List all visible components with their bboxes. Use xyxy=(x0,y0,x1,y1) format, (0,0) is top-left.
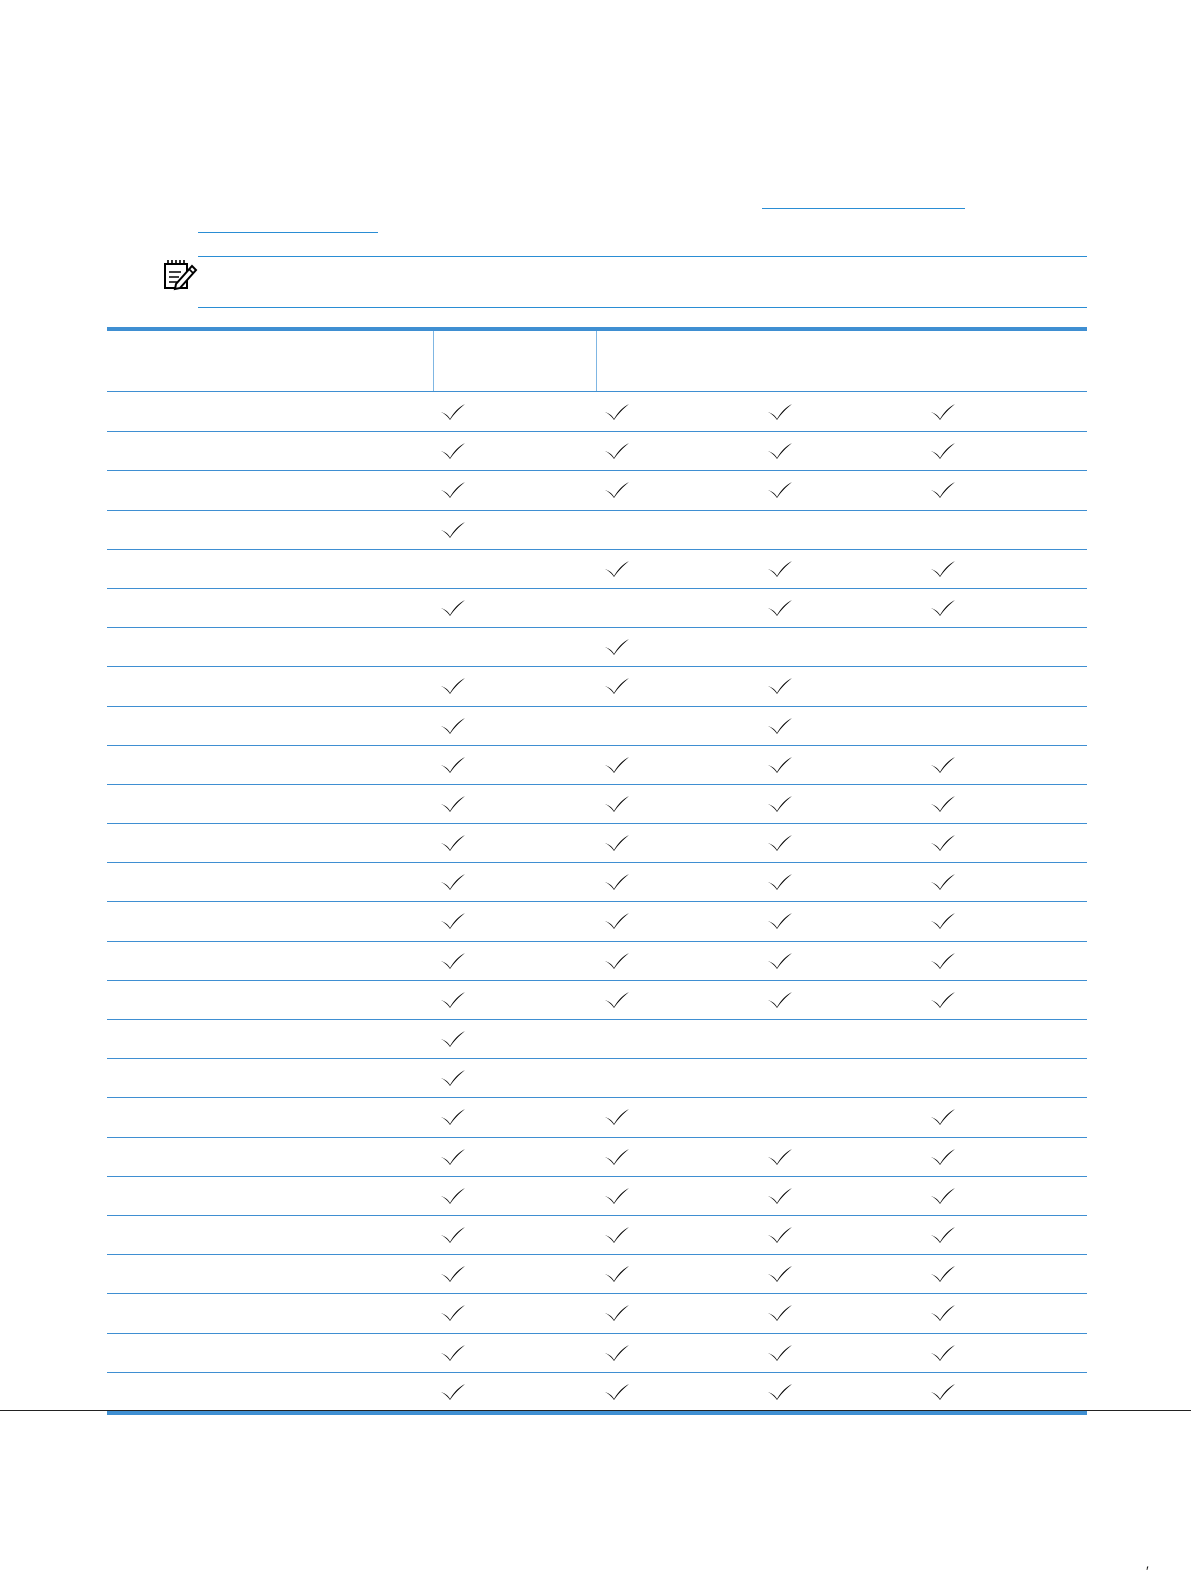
footer-page-mark: ′ xyxy=(1146,1563,1149,1579)
checkmark-icon xyxy=(440,521,466,539)
table-row xyxy=(107,628,1087,667)
row-label xyxy=(107,393,407,431)
checkmark-icon xyxy=(930,599,956,617)
checkmark-icon xyxy=(930,481,956,499)
column-divider-1 xyxy=(433,331,434,391)
checkmark-icon xyxy=(440,717,466,735)
checkmark-icon xyxy=(440,442,466,460)
checkmark-icon xyxy=(930,795,956,813)
table-row xyxy=(107,432,1087,471)
checkmark-icon xyxy=(604,442,630,460)
table-header-bottom-rule xyxy=(107,391,1087,392)
checkmark-icon xyxy=(604,1226,630,1244)
table-row xyxy=(107,393,1087,432)
table-row xyxy=(107,863,1087,902)
checkmark-icon xyxy=(930,1265,956,1283)
checkmark-icon xyxy=(604,912,630,930)
checkmark-icon xyxy=(604,834,630,852)
table-row xyxy=(107,902,1087,941)
row-label xyxy=(107,1098,407,1136)
checkmark-icon xyxy=(604,638,630,656)
table-row xyxy=(107,511,1087,550)
checkmark-icon xyxy=(440,834,466,852)
checkmark-icon xyxy=(440,1265,466,1283)
row-label xyxy=(107,511,407,549)
checkmark-icon xyxy=(440,991,466,1009)
table-row xyxy=(107,1216,1087,1255)
row-label xyxy=(107,942,407,980)
checkmark-icon xyxy=(440,1226,466,1244)
checkmark-icon xyxy=(440,677,466,695)
checkmark-icon xyxy=(440,795,466,813)
row-label xyxy=(107,471,407,509)
checkmark-icon xyxy=(767,1304,793,1322)
table-row xyxy=(107,1255,1087,1294)
checkmark-icon xyxy=(930,991,956,1009)
checkmark-icon xyxy=(604,1108,630,1126)
table-row xyxy=(107,785,1087,824)
checkmark-icon xyxy=(440,912,466,930)
row-label xyxy=(107,707,407,745)
checkmark-icon xyxy=(930,912,956,930)
table-body xyxy=(107,393,1087,1412)
footer-rule xyxy=(0,1410,1191,1411)
table-row xyxy=(107,1177,1087,1216)
table-row xyxy=(107,942,1087,981)
checkmark-icon xyxy=(930,756,956,774)
checkmark-icon xyxy=(604,952,630,970)
checkmark-icon xyxy=(930,442,956,460)
row-label xyxy=(107,863,407,901)
checkmark-icon xyxy=(767,834,793,852)
table-row xyxy=(107,1098,1087,1137)
row-label xyxy=(107,1334,407,1372)
checkmark-icon xyxy=(767,717,793,735)
checkmark-icon xyxy=(440,1030,466,1048)
row-label xyxy=(107,1216,407,1254)
table-top-rule xyxy=(107,327,1087,331)
checkmark-icon xyxy=(767,873,793,891)
checkmark-icon xyxy=(604,1265,630,1283)
checkmark-icon xyxy=(930,1108,956,1126)
link-underline-1[interactable] xyxy=(762,208,965,209)
row-label xyxy=(107,785,407,823)
row-label xyxy=(107,589,407,627)
table-row xyxy=(107,589,1087,628)
checkmark-icon xyxy=(930,1304,956,1322)
row-label xyxy=(107,1138,407,1176)
checkmark-icon xyxy=(440,481,466,499)
checkmark-icon xyxy=(604,677,630,695)
checkmark-icon xyxy=(767,991,793,1009)
checkmark-icon xyxy=(767,1265,793,1283)
table-row xyxy=(107,1138,1087,1177)
table-row xyxy=(107,981,1087,1020)
row-label xyxy=(107,628,407,666)
checkmark-icon xyxy=(767,403,793,421)
table-row xyxy=(107,471,1087,510)
checkmark-icon xyxy=(604,1344,630,1362)
link-underline-2[interactable] xyxy=(198,232,378,233)
checkmark-icon xyxy=(440,1148,466,1166)
checkmark-icon xyxy=(440,403,466,421)
checkmark-icon xyxy=(440,873,466,891)
row-label xyxy=(107,432,407,470)
checkmark-icon xyxy=(930,834,956,852)
checkmark-icon xyxy=(767,1344,793,1362)
checkmark-icon xyxy=(440,952,466,970)
checkmark-icon xyxy=(767,599,793,617)
note-icon xyxy=(162,258,198,292)
checkmark-icon xyxy=(440,1069,466,1087)
row-label xyxy=(107,550,407,588)
table-row xyxy=(107,746,1087,785)
checkmark-icon xyxy=(930,1226,956,1244)
checkmark-icon xyxy=(767,1383,793,1401)
checkmark-icon xyxy=(604,756,630,774)
table-row xyxy=(107,1020,1087,1059)
checkmark-icon xyxy=(930,952,956,970)
checkmark-icon xyxy=(604,795,630,813)
row-label xyxy=(107,1373,407,1412)
table-row xyxy=(107,667,1087,706)
checkmark-icon xyxy=(767,795,793,813)
row-label xyxy=(107,1255,407,1293)
checkmark-icon xyxy=(767,677,793,695)
checkmark-icon xyxy=(604,873,630,891)
checkmark-icon xyxy=(440,1108,466,1126)
checkmark-icon xyxy=(604,1383,630,1401)
checkmark-icon xyxy=(930,1344,956,1362)
row-label xyxy=(107,746,407,784)
table-row xyxy=(107,1373,1087,1412)
checkmark-icon xyxy=(440,1187,466,1205)
table-row xyxy=(107,550,1087,589)
row-label xyxy=(107,667,407,705)
checkmark-icon xyxy=(930,1383,956,1401)
checkmark-icon xyxy=(767,756,793,774)
checkmark-icon xyxy=(930,560,956,578)
checkmark-icon xyxy=(604,1304,630,1322)
column-divider-2 xyxy=(596,331,597,391)
checkmark-icon xyxy=(440,1344,466,1362)
checkmark-icon xyxy=(604,991,630,1009)
checkmark-icon xyxy=(930,403,956,421)
checkmark-icon xyxy=(604,560,630,578)
checkmark-icon xyxy=(767,1187,793,1205)
table-row xyxy=(107,1294,1087,1333)
checkmark-icon xyxy=(930,1148,956,1166)
checkmark-icon xyxy=(767,442,793,460)
checkmark-icon xyxy=(767,1226,793,1244)
row-label xyxy=(107,824,407,862)
checkmark-icon xyxy=(604,481,630,499)
table-row xyxy=(107,1334,1087,1373)
table-row xyxy=(107,707,1087,746)
checkmark-icon xyxy=(767,952,793,970)
row-label xyxy=(107,1020,407,1058)
row-label xyxy=(107,1294,407,1332)
checkmark-icon xyxy=(440,599,466,617)
row-label xyxy=(107,1177,407,1215)
row-label xyxy=(107,1059,407,1097)
checkmark-icon xyxy=(440,756,466,774)
note-bottom-rule xyxy=(198,307,1087,308)
table-row xyxy=(107,1059,1087,1098)
checkmark-icon xyxy=(604,1187,630,1205)
checkmark-icon xyxy=(930,1187,956,1205)
checkmark-icon xyxy=(767,560,793,578)
checkmark-icon xyxy=(440,1304,466,1322)
checkmark-icon xyxy=(767,481,793,499)
checkmark-icon xyxy=(604,1148,630,1166)
checkmark-icon xyxy=(767,1148,793,1166)
table-bottom-rule xyxy=(107,1411,1087,1415)
checkmark-icon xyxy=(604,403,630,421)
note-top-rule xyxy=(198,256,1087,257)
checkmark-icon xyxy=(930,873,956,891)
checkmark-icon xyxy=(767,912,793,930)
row-label xyxy=(107,902,407,940)
table-row xyxy=(107,824,1087,863)
checkmark-icon xyxy=(440,1383,466,1401)
row-label xyxy=(107,981,407,1019)
